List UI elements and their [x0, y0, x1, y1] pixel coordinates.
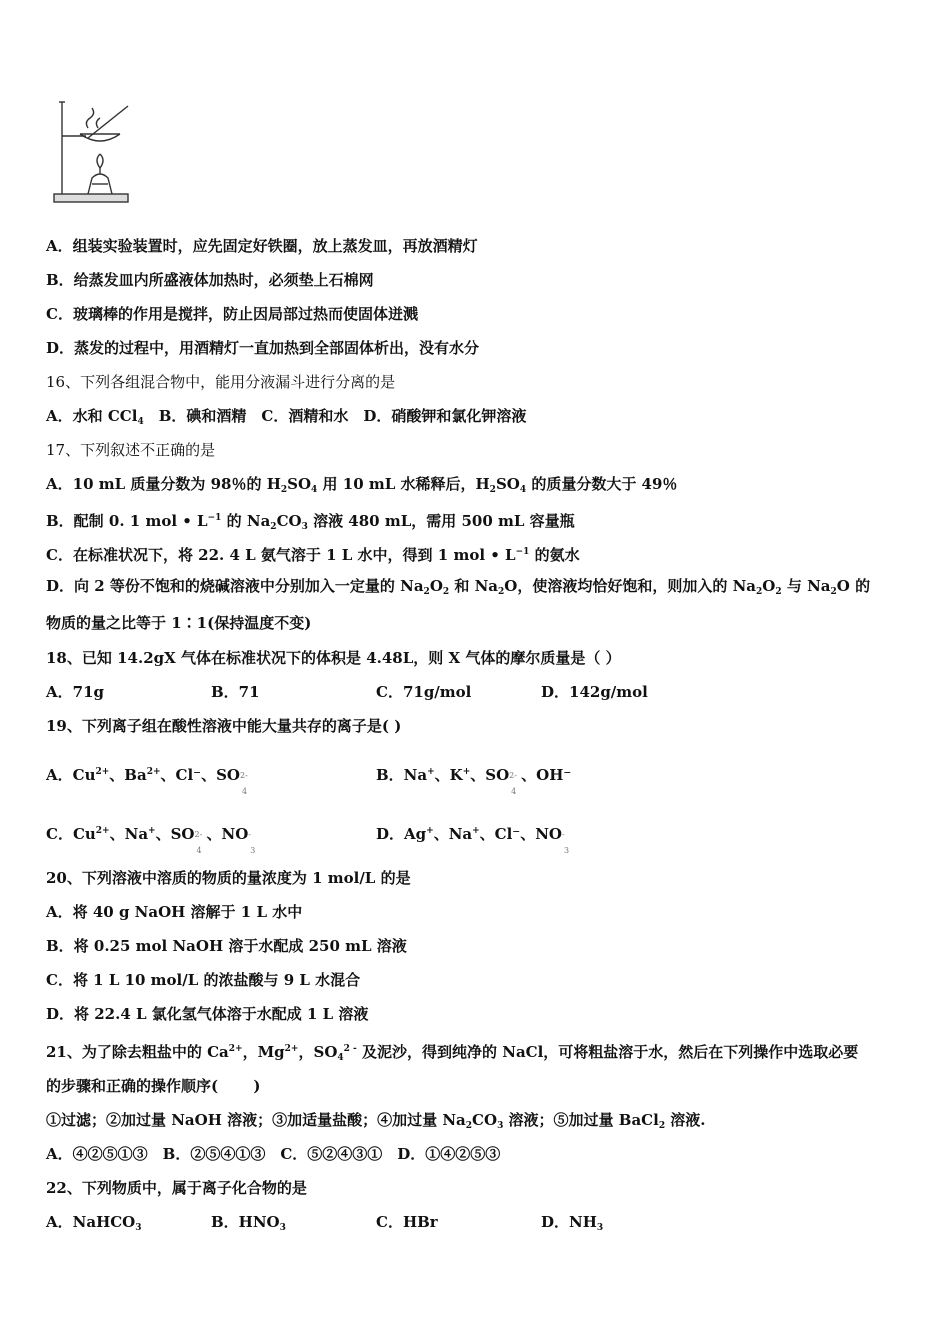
q22-d-sub: 3 [596, 1223, 604, 1233]
q22-option-d [541, 1212, 603, 1238]
q18-option-d: D．142g/mol [541, 683, 648, 701]
q21-stem-continued: 的步骤和正确的操作顺序( ) [46, 1077, 261, 1095]
q21-stem-text-1: 21、为了除去粗盐中的 Ca [46, 1043, 229, 1061]
q20-stem: 20、下列溶液中溶质的物质的量浓度为 1 mol/L 的是 [46, 869, 411, 887]
q22-d-text: D．NH [541, 1213, 597, 1231]
q19-a-sup-1: 2+ [95, 767, 110, 777]
q20-option-b: B．将 0.25 mol NaOH 溶于水配成 250 mL 溶液 [46, 937, 407, 955]
q22-a-text: A．NaHCO [46, 1213, 136, 1231]
q16-options [46, 406, 526, 432]
q21-stem-sup-2: 2+ [284, 1044, 299, 1054]
q19-option-d [376, 821, 572, 855]
q19-a-sup-2: 2+ [146, 767, 161, 777]
q17-b-text-2: 的 Na [221, 512, 271, 530]
q21-ops-sub-2: 3 [497, 1121, 504, 1131]
q22-stem: 22、下列物质中，属于离子化合物的是 [46, 1179, 307, 1197]
q15-option-d: D．蒸发的过程中，用酒精灯一直加热到全部固体析出，没有水分 [46, 339, 480, 357]
q17-d-text-3: 和 Na [449, 577, 499, 595]
q17-option-b [46, 508, 575, 537]
q18-option-b: B．71 [211, 683, 260, 701]
q19-b-sup-2: + [462, 767, 471, 777]
q21-ops-text-4: 溶液. [665, 1111, 706, 1129]
q17-d-text-7: O 的 [836, 577, 871, 595]
q21-stem [46, 1039, 858, 1068]
q19-b-text-3: 、SO [470, 766, 510, 784]
q17-b-text-3: CO [276, 512, 302, 530]
q19-c-charge-2: - [248, 830, 251, 839]
q17-a-text-2: SO [287, 475, 312, 493]
q17-stem: 17、下列叙述不正确的是 [46, 441, 216, 459]
q19-c-sup-1: 2+ [95, 826, 110, 836]
q22-a-sub: 3 [135, 1223, 142, 1233]
q17-option-c [46, 542, 580, 565]
q21-stem-text-2: ，Mg [242, 1043, 285, 1061]
q21-stem-sup-3: 2 - [343, 1044, 357, 1054]
q17-d-sub-4: 2 [756, 587, 763, 597]
q17-a-sub-4: 4 [519, 485, 527, 495]
q19-c-charge-1: 2- [194, 830, 203, 839]
q19-c-text-4: 、NO [206, 825, 249, 843]
q17-b-sub-1: 2 [270, 522, 277, 532]
q17-option-d-continued: 物质的量之比等于 1∶1(保持温度不变) [46, 614, 312, 632]
q17-a-text-3: 用 10 mL 水稀释后，H [317, 475, 490, 493]
q19-c-text-1: C．Cu [46, 825, 96, 843]
q19-b-text-4: 、OH⁻ [521, 766, 572, 784]
q21-options: A．④②⑤①③ B．②⑤④①③ C．⑤②④③① D．①④②⑤③ [46, 1145, 501, 1163]
q19-stem: 19、下列离子组在酸性溶液中能大量共存的离子是( ) [46, 717, 402, 735]
q17-d-sub-2: 2 [442, 587, 450, 597]
q21-stem-text-3: ，SO [298, 1043, 338, 1061]
q17-a-sub-1: 2 [280, 485, 288, 495]
q17-b-sub-2: 3 [301, 522, 308, 532]
q17-option-d [46, 576, 870, 602]
q19-b-charge: 2- [509, 771, 517, 780]
q19-a-sub: 4 [241, 787, 248, 796]
q17-b-text-1: B．配制 0. 1 mol • L [46, 512, 208, 530]
q19-a-text-1: A．Cu [46, 766, 96, 784]
q19-d-sub: 3 [564, 846, 570, 855]
q17-d-sub-6: 2 [830, 587, 837, 597]
q19-b-sub: 4 [511, 787, 517, 796]
q19-option-a [46, 762, 252, 796]
q17-d-text-2: O [429, 577, 443, 595]
q16-stem: 16、下列各组混合物中，能用分液漏斗进行分离的是 [46, 373, 396, 391]
q21-stem-sub: 4 [337, 1053, 344, 1063]
q22-option-b [211, 1212, 286, 1238]
q19-c-text-2: 、Na [109, 825, 149, 843]
evaporation-apparatus-figure [52, 98, 132, 206]
q21-stem-text-4: 及泥沙，得到纯净的 NaCl，可将粗盐溶于水，然后在下列操作中选取必要 [356, 1043, 859, 1061]
q21-stem-sup-1: 2+ [228, 1044, 243, 1054]
q19-option-c [46, 821, 258, 855]
q19-a-text-3: 、Cl⁻、SO [160, 766, 240, 784]
q18-stem: 18、已知 14.2gX 气体在标准状况下的体积是 4.48L，则 X 气体的摩尔质量是（ ） [46, 649, 621, 667]
q19-c-sub-1: 4 [196, 846, 202, 855]
q19-d-sup-1: + [426, 826, 434, 836]
q19-c-text-3: 、SO [155, 825, 195, 843]
q17-d-text-4: O，使溶液均恰好饱和，则加入的 Na [504, 577, 757, 595]
q16-option-a-subscript: 4 [137, 417, 144, 427]
q19-b-text-2: 、K [434, 766, 463, 784]
q17-c-sup: −1 [515, 547, 530, 557]
q19-d-charge: - [562, 830, 565, 839]
q21-ops-text-2: CO [472, 1111, 498, 1129]
q22-b-text: B．HNO [211, 1213, 280, 1231]
q17-c-text-2: 的氨水 [529, 546, 580, 564]
q19-option-b [376, 762, 572, 796]
q20-option-d: D．将 22.4 L 氯化氢气体溶于水配成 1 L 溶液 [46, 1005, 369, 1023]
q19-a-text-2: 、Ba [109, 766, 147, 784]
q20-option-c: C．将 1 L 10 mol/L 的浓盐酸与 9 L 水混合 [46, 971, 361, 989]
q22-option-c: C．HBr [376, 1213, 438, 1231]
q19-d-text-2: 、Na [433, 825, 473, 843]
q17-d-text-5: O [762, 577, 776, 595]
q17-c-text-1: C．在标准状况下，将 22. 4 L 氨气溶于 1 L 水中，得到 1 mol • L [46, 546, 516, 564]
q17-d-sub-5: 2 [775, 587, 782, 597]
q15-option-a: A．组装实验装置时，应先固定好铁圈，放上蒸发皿，再放酒精灯 [46, 237, 478, 255]
q16-option-a: A．水和 CCl [46, 407, 138, 425]
q21-ops-text-1: ①过滤；②加过量 NaOH 溶液；③加适量盐酸；④加过量 Na [46, 1111, 466, 1129]
q19-a-charge: 2- [239, 771, 248, 780]
q19-d-text-3: 、Cl⁻、NO [479, 825, 563, 843]
q22-option-a [46, 1212, 142, 1238]
q17-a-text-1: A．10 mL 质量分数为 98％的 H [46, 475, 281, 493]
q22-b-sub: 3 [279, 1223, 286, 1233]
q19-b-sup-1: + [427, 767, 435, 777]
q20-option-a: A．将 40 g NaOH 溶解于 1 L 水中 [46, 903, 303, 921]
q18-option-c: C．71g/mol [376, 683, 472, 701]
q17-a-sub-2: 4 [311, 485, 318, 495]
q17-b-sup: −1 [207, 513, 222, 523]
q19-c-sup-2: + [148, 826, 156, 836]
q19-c-sub-2: 3 [250, 846, 256, 855]
q16-options-bcd: B．碘和酒精 C．酒精和水 D．硝酸钾和氯化钾溶液 [158, 407, 527, 425]
q17-a-text-5: 的质量分数大于 49％ [526, 475, 678, 493]
q21-ops-sub-1: 2 [465, 1121, 473, 1131]
q17-a-sub-3: 2 [489, 485, 496, 495]
q19-d-sup-2: + [472, 826, 480, 836]
q21-ops-sub-3: 2 [658, 1121, 666, 1131]
q18-option-a: A．71g [46, 683, 105, 701]
q15-option-c: C．玻璃棒的作用是搅拌，防止因局部过热而使固体迸溅 [46, 305, 418, 323]
q19-d-text-1: D．Ag [376, 825, 427, 843]
q17-option-a [46, 474, 677, 500]
q21-operations [46, 1110, 706, 1136]
q17-d-sub-1: 2 [423, 587, 430, 597]
q17-a-text-4: SO [495, 475, 520, 493]
q17-d-sub-3: 2 [498, 587, 505, 597]
q17-d-text-1: D．向 2 等份不饱和的烧碱溶液中分别加入一定量的 Na [46, 577, 424, 595]
q19-b-text-1: B．Na [376, 766, 428, 784]
q21-ops-text-3: 溶液；⑤加过量 BaCl [503, 1111, 659, 1129]
q17-d-text-6: 与 Na [781, 577, 831, 595]
q15-option-b: B．给蒸发皿内所盛液体加热时，必须垫上石棉网 [46, 271, 374, 289]
q17-b-text-4: 溶液 480 mL，需用 500 mL 容量瓶 [307, 512, 575, 530]
